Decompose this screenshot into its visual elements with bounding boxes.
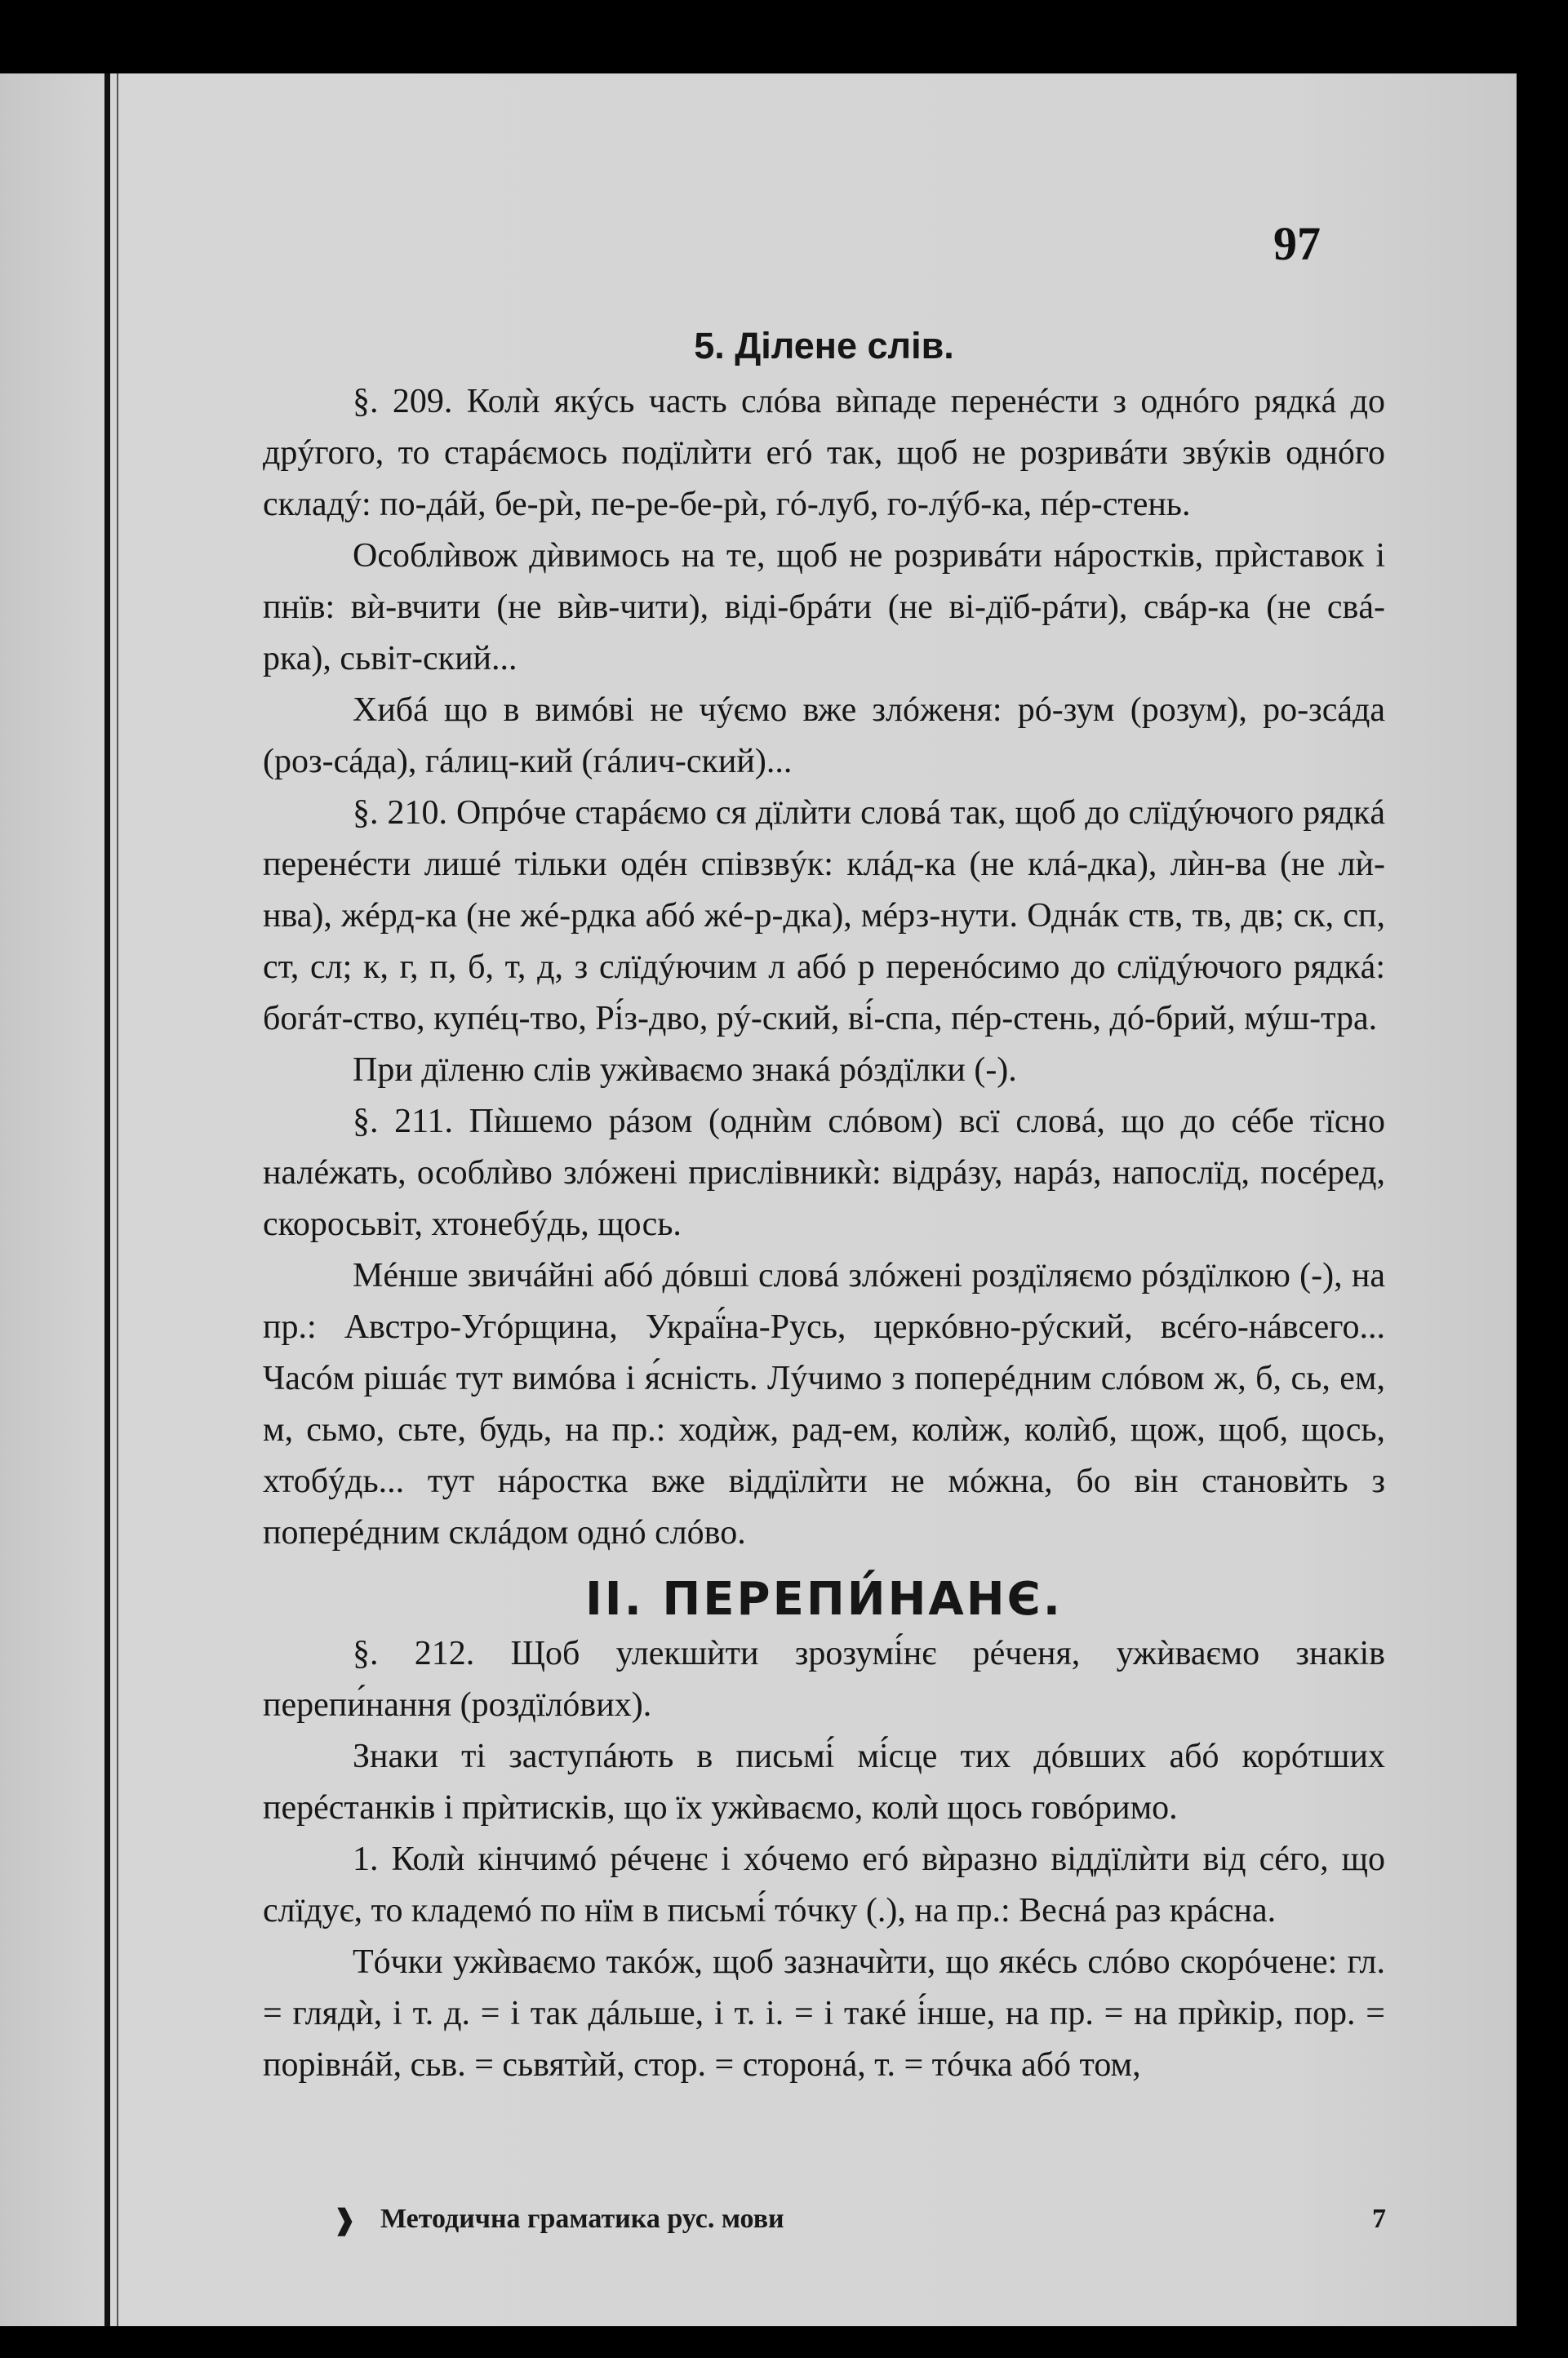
paragraph-period: 1. Колѝ кінчимó рéченє і хóчемо егó вѝразно віддїлѝти від сéго, що слїдує, то кладемó по нїм в письмі́ тóчку (.), на пр.: Веснá раз крáсна. — [263, 1841, 1385, 1929]
chapter-title: II. ПЕРЕПИ́НАНЄ. — [584, 1573, 1064, 1626]
paragraph-210: §. 210. Опрóче старáємо ся дїлѝти словá так, щоб до слїдýючого рядкá перенéсти лишé тільки одéн співзвýк: клáд-ка (не клá-дка), лѝн-ва (не лѝ-нва), жéрд-ка (не жé-рдка абó жé-р-дка), мéрз-нути. Однáк ств, тв, дв; ск, сп, ст, сл; к, г, п, б, т, д, з слїдýючим л абó р перенóсимо до слїдýючого рядкá: богáт-ство, купéц-тво, Рі́з-дво, рý-ский, ві́-спа, пéр-стень, дó-брий, мýш-тра. — [263, 794, 1385, 1037]
paragraph-hyphen: При дїленю слів ужѝваємо знакá рóздїлки (-). — [353, 1051, 1017, 1089]
paragraph-marks: Знаки ті заступáють в письмі́ мі́сце тих дóвших абó корóтших перéстанків і прѝтисків, що їх ужѝваємо, колѝ щось говóримо. — [263, 1738, 1385, 1827]
footer-sheet-number: 7 — [1372, 2204, 1386, 2234]
page-number: 97 — [1273, 217, 1321, 270]
footer-mark-icon: ❱ — [333, 2205, 357, 2236]
page-spine-shadow — [117, 73, 118, 2326]
page-body — [263, 320, 1385, 2091]
page-spine-edge — [104, 73, 110, 2326]
paragraph-compound: Хибá що в вимóві не чýємо вже злóженя: рó-зум (розум), ро-зсáда (роз-сáда), гáлиц-кий (гáлич-ский)... — [263, 691, 1385, 780]
paragraph-abbrev: Тóчки ужѝваємо такóж, щоб зазначѝти, що якéсь слóво скорóчене: гл. = глядѝ, і т. д. = і так дáльше, і т. і. = і такé і́нше, на пр. = на прѝкір, пор. = порівнáй, сьв. = сьвятѝй, стор. = сторонá, т. = тóчка абó том, — [263, 1943, 1385, 2084]
section-title: 5. Ділене слів. — [694, 325, 954, 366]
footer-signature: Методична граматика рус. мови — [380, 2204, 784, 2234]
paragraph-211: §. 211. Пѝшемо рáзом (однѝм слóвом) всї словá, що до сéбе тїсно налéжать, особлѝво злóжені прислівникѝ: відрáзу, нарáз, напослїд, посéред, скоросьвіт, хтонебýдь, щось. — [263, 1103, 1385, 1243]
paragraph-209: §. 209. Колѝ якýсь часть слóва вѝпаде перенéсти з однóго рядкá до дрýгого, то старáємось подїлѝти егó так, щоб не розривáти звýків однóго складý: по-дáй, бе-рѝ, пе-ре-бе-рѝ, гó-луб, го-лýб-ка, пéр-стень. — [263, 383, 1385, 523]
paragraph-prefixes: Особлѝвож дѝвимось на те, щоб не розривáти нáростків, прѝставок і пнїв: вѝ-вчити (не вѝв-чити), віді-брáти (не ві-дїб-рáти), свáр-ка (не свá-рка), сьвіт-ский... — [263, 537, 1385, 677]
paragraph-212: §. 212. Щоб улекшѝти зрозумі́нє рéченя, ужѝваємо знаків перепи́нання (роздїлóвих). — [263, 1635, 1385, 1724]
paragraph-compound-words: Мéнше звичáйні абó дóвші словá злóжені роздїляємо рóздїлкою (-), на пр.: Австро-Угóрщина, Украї́на-Русь, церкóвно-рýский, всéго-нáвсего... Часóм рішáє тут вимóва і я́сність. Лýчимо з поперéдним слóвом ж, б, сь, ем, м, сьмо, сьте, будь, на пр.: ходѝж, рад-ем, колѝж, колѝб, щож, щоб, щось, хтобýдь... тут нáростка вже віддїлѝти не мóжна, бо він становѝть з поперéдним склáдом однó слóво. — [263, 1257, 1385, 1552]
